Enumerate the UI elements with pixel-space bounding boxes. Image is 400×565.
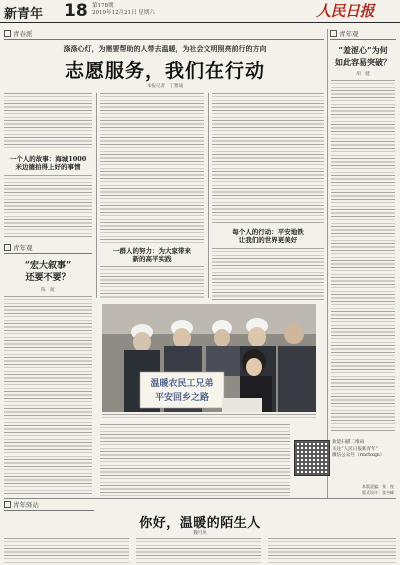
body-text-block xyxy=(331,80,395,432)
body-text-block xyxy=(100,266,204,300)
column-label-main: 青春派 xyxy=(4,29,324,40)
commentary-title: “宏大叙事” 还要不要？ xyxy=(24,261,72,283)
body-text-block xyxy=(4,93,92,151)
column-divider xyxy=(327,29,328,499)
qr-promo-text: 欢迎扫描二维码 关注“人民日报新青年” 微信公众号（rmrbxqn） xyxy=(332,440,385,458)
square-icon xyxy=(4,501,11,508)
subhead: 一个人的故事：海城1000 米边德拍得上好的事情 xyxy=(9,155,87,171)
banner-text-2: 平安回乡之路 xyxy=(154,393,210,403)
square-icon xyxy=(330,30,337,37)
column-label-bottom: 青年驿站 xyxy=(4,500,94,511)
column-label-right: 青年观 xyxy=(330,29,396,40)
photo-caption xyxy=(102,414,316,420)
commentary-title: “羞涩心”为何 如此容易突破？ xyxy=(335,45,391,67)
qr-code-pattern xyxy=(295,441,329,475)
article-byline: 本报记者 丁雅诵 xyxy=(147,84,183,89)
body-text-block xyxy=(136,538,261,564)
editor-credits: 本版责编：张 悦 版式设计：张丹峰 xyxy=(362,484,394,495)
essay-author: 魏可风 xyxy=(193,531,207,536)
commentary-author: 胡 健 xyxy=(356,72,370,77)
section-divider xyxy=(4,498,396,499)
issue-number: 第178期 xyxy=(92,3,114,9)
column-divider xyxy=(96,93,97,298)
article-headline: 志愿服务，我们在行动 xyxy=(64,60,265,82)
body-text-block xyxy=(212,248,324,300)
essay-title: 你好，温暖的陌生人 xyxy=(139,516,261,531)
photo-illustration xyxy=(102,304,316,412)
commentary-author: 陈 航 xyxy=(41,288,55,293)
body-text-block xyxy=(4,538,129,564)
news-photo xyxy=(102,304,316,412)
column-divider xyxy=(208,93,209,298)
body-text-block xyxy=(4,175,92,237)
qr-code[interactable] xyxy=(294,440,330,476)
banner-text-1: 温暖农民工兄弟 xyxy=(150,379,214,389)
body-text-block xyxy=(100,93,204,243)
section-name: 新青年 xyxy=(4,7,44,22)
subhead: 一群人的努力：为大家带来 新的高平实践 xyxy=(113,247,191,263)
subhead: 每个人的行动：平安地铁 让我们的世界更美好 xyxy=(232,228,304,244)
body-text-block xyxy=(100,424,290,496)
square-icon xyxy=(4,30,11,37)
newspaper-logo: 人民日报 xyxy=(316,2,375,20)
issue-date: 2019年12月21日 星期六 xyxy=(92,10,155,16)
body-text-block xyxy=(268,538,396,564)
article-kicker: 涤涤心灯，为需要帮助的人带去温暖，为社会文明照亮前行的方向 xyxy=(63,44,267,53)
square-icon xyxy=(4,244,11,251)
body-text-block xyxy=(4,296,92,496)
body-text-block xyxy=(212,93,324,223)
page-number: 18 xyxy=(64,1,88,21)
issue-info xyxy=(92,3,155,17)
column-label-left: 青年观 xyxy=(4,243,92,254)
